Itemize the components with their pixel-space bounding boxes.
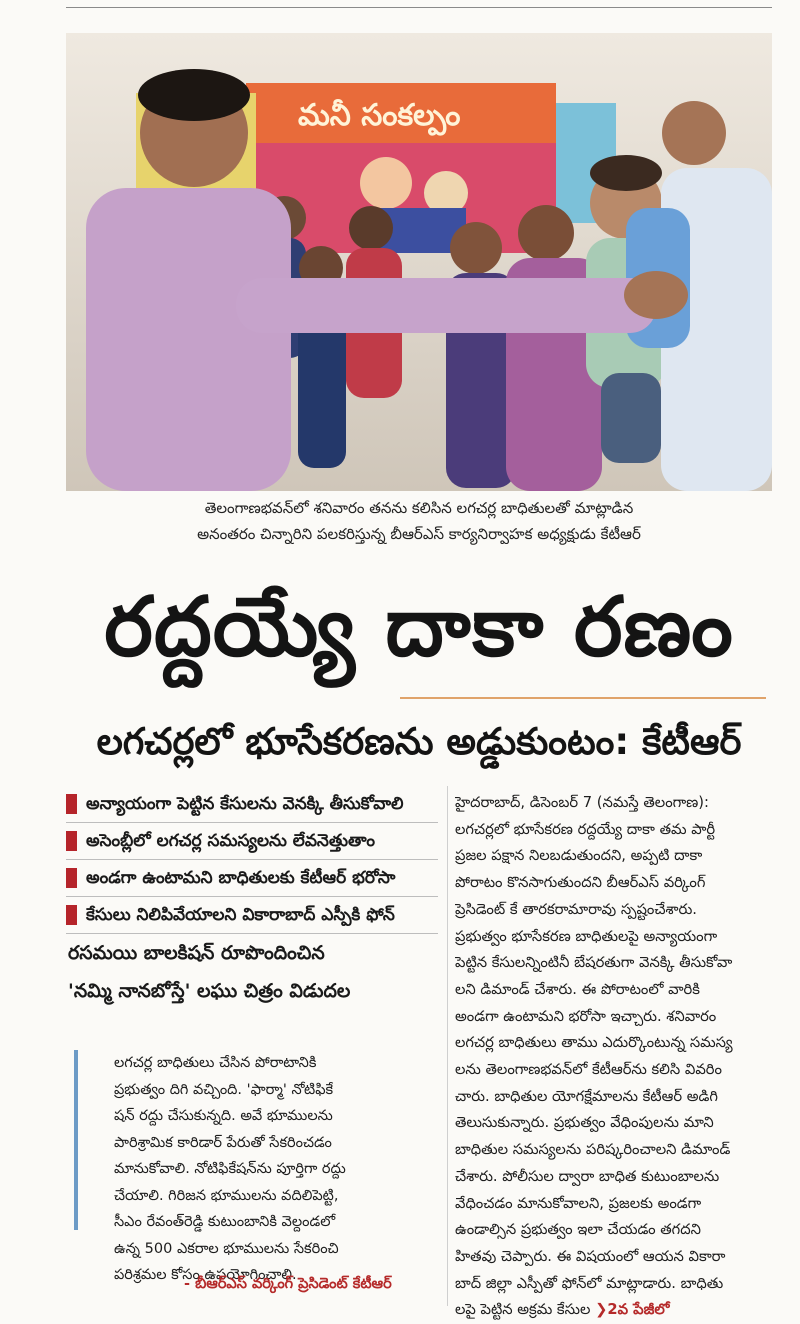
quote-box: [74, 1050, 438, 1310]
body-line: వేధించడం మానుకోవాలని, ప్రజలకు అండగా: [455, 1194, 702, 1212]
body-line: ప్రజల పక్షాన నిలబడుతుందని, అప్పటి దాకా: [455, 847, 703, 865]
news-photo: [66, 33, 772, 491]
chevron-right-icon: ❯: [595, 1301, 608, 1319]
quote-line: ఉన్న 500 ఎకరాల భూములను సేకరించి: [114, 1240, 339, 1257]
quote-line: చేయాలి. గిరిజన భూములను వదిలిపెట్టి,: [114, 1187, 339, 1204]
subheadline: లగచర్లలో భూసేకరణను అడ్డుకుంటం: కేటీఆర్: [96, 720, 742, 763]
quote-line: సీఎం రేవంత్‌రెడ్డి కుటుంబానికి వెల్దండలో: [114, 1214, 336, 1230]
body-line: ప్రభుత్వం భూసేకరణ బాధితులపై అన్యాయంగా: [455, 927, 718, 945]
column-divider: [447, 786, 448, 1306]
body-line: లగచర్లలో భూసేకరణ రద్దయ్యే దాకా తమ పార్టీ: [455, 820, 716, 838]
photo-illustration: [66, 33, 772, 491]
bullet-square-icon: [66, 831, 77, 851]
quote-line: పరిశ్రమల కోసం ఉపయోగించాలి.: [114, 1267, 297, 1283]
body-line: పెట్టిన కేసులన్నింటినీ బేషరతుగా వెనక్కి తీసుకోవా: [455, 954, 733, 972]
quote-line: పారిశ్రామిక కారిడార్ పేరుతో సేకరించడం: [114, 1134, 332, 1151]
continuation-link[interactable]: 2వ పేజీలో: [607, 1301, 670, 1319]
photo-caption: [66, 495, 772, 547]
highlight-item: [66, 786, 438, 822]
body-line: అండగా ఉంటామని భరోసా ఇచ్చారు. శనివారం: [455, 1007, 717, 1025]
body-line: చారు. బాధితుల యోగక్షేమాలను కేటీఆర్ అడిగి: [455, 1087, 718, 1105]
highlight-item: [66, 860, 438, 896]
highlight-item: [66, 823, 438, 859]
banner-text: మనీ సంకల్పం: [298, 98, 461, 133]
body-last-line: [455, 1297, 773, 1324]
body-line: హైదరాబాద్, డిసెంబర్ 7 (నమస్తే తెలంగాణ):: [455, 794, 709, 811]
highlight-text: అసెంబ్లీలో లగచర్ల సమస్యలను లేవనెత్తుతాం: [86, 831, 375, 851]
highlight-item: [66, 897, 438, 933]
caption-line: తెలంగాణభవన్‌లో శనివారం తనను కలిసిన లగచర్ల బాధితులతో మాట్లాడిన: [204, 499, 634, 517]
headline-rule: [400, 697, 766, 699]
quote-text: [114, 1050, 346, 1289]
bullet-square-icon: [66, 868, 77, 888]
body-line: తెలుసుకున్నారు. ప్రభుత్వం వేధింపులను మాని: [455, 1114, 714, 1132]
body-line: ప్రెసిడెంట్ కే తారకరామారావు స్పష్టంచేశారు.: [455, 900, 697, 918]
body-line: బాధితుల సమస్యలను పరిష్కరించాలని డిమాండ్: [455, 1141, 731, 1159]
quote-bar: [74, 1050, 78, 1230]
highlight-text: కేసులు నిలిపివేయాలని వికారాబాద్ ఎస్పీకి ఫోన్: [86, 905, 395, 925]
quote-line: మానుకోవాలి. నోటిఫికేషన్‌ను పూర్తిగా రద్దు: [114, 1161, 346, 1177]
quote-attribution: - బీఆర్‌ఎస్ వర్కింగ్ ప్రెసిడెంట్ కేటీఆర్: [184, 1276, 392, 1292]
highlight-text: అండగా ఉంటామని బాధితులకు కేటీఆర్ భరోసా: [86, 868, 396, 888]
body-line: లను తెలంగాణభవన్‌లో కేటీఆర్‌ను కలిసి వివరిం: [455, 1061, 722, 1079]
body-line: పోరాటం కొనసాగుతుందని బీఆర్‌ఎస్ వర్కింగ్: [455, 874, 706, 892]
caption-line: అనంతరం చిన్నారిని పలకరిస్తున్న బీఆర్‌ఎస్ కార్యనిర్వాహక అధ్యక్షుడు కేటీఆర్: [197, 525, 641, 543]
body-line: చేశారు. పోలీసుల ద్వారా బాధిత కుటుంబాలను: [455, 1167, 720, 1185]
body-line: లని డిమాండ్ చేశారు. ఈ పోరాటంలో వారికి: [455, 980, 700, 998]
article-body: [455, 790, 773, 1324]
body-line: బాద్ జిల్లా ఎస్పీతో ఫోన్‌లో మాట్లాడారు. బాధితు: [455, 1274, 724, 1292]
quote-line: ప్రభుత్వం దిగి వచ్చింది. 'ఫార్మా' నోటిఫికే: [114, 1081, 334, 1098]
bullet-square-icon: [66, 905, 77, 925]
highlight-sub-line: రసమయి బాలకిషన్ రూపొందించిన: [68, 942, 325, 964]
top-rule: [66, 7, 772, 8]
quote-line: షన్ రద్దు చేసుకున్నది. అవే భూములను: [114, 1108, 333, 1124]
quote-line: లగచర్ల బాధితులు చేసిన పోరాటానికి: [114, 1055, 317, 1071]
body-line: హితవు చెప్పారు. ఈ విషయంలో ఆయన వికారా: [455, 1247, 726, 1265]
headline: రద్దయ్యే దాకా రణం: [104, 580, 734, 675]
body-line: ఉండాల్సిన ప్రభుత్వం ఇలా చేయడం తగదని: [455, 1221, 701, 1239]
highlight-text: అన్యాయంగా పెట్టిన కేసులను వెనక్కి తీసుకోవాలి: [86, 794, 404, 814]
body-line: లగచర్ల బాధితులు తాము ఎదుర్కొంటున్న సమస్య: [455, 1034, 733, 1052]
highlights: [66, 786, 438, 1010]
highlight-sub-line: 'నమ్మి నానబోస్తే' లఘు చిత్రం విడుదల: [68, 980, 351, 1002]
body-line: లపై పెట్టిన అక్రమ కేసుల: [455, 1301, 591, 1319]
bullet-square-icon: [66, 794, 77, 814]
